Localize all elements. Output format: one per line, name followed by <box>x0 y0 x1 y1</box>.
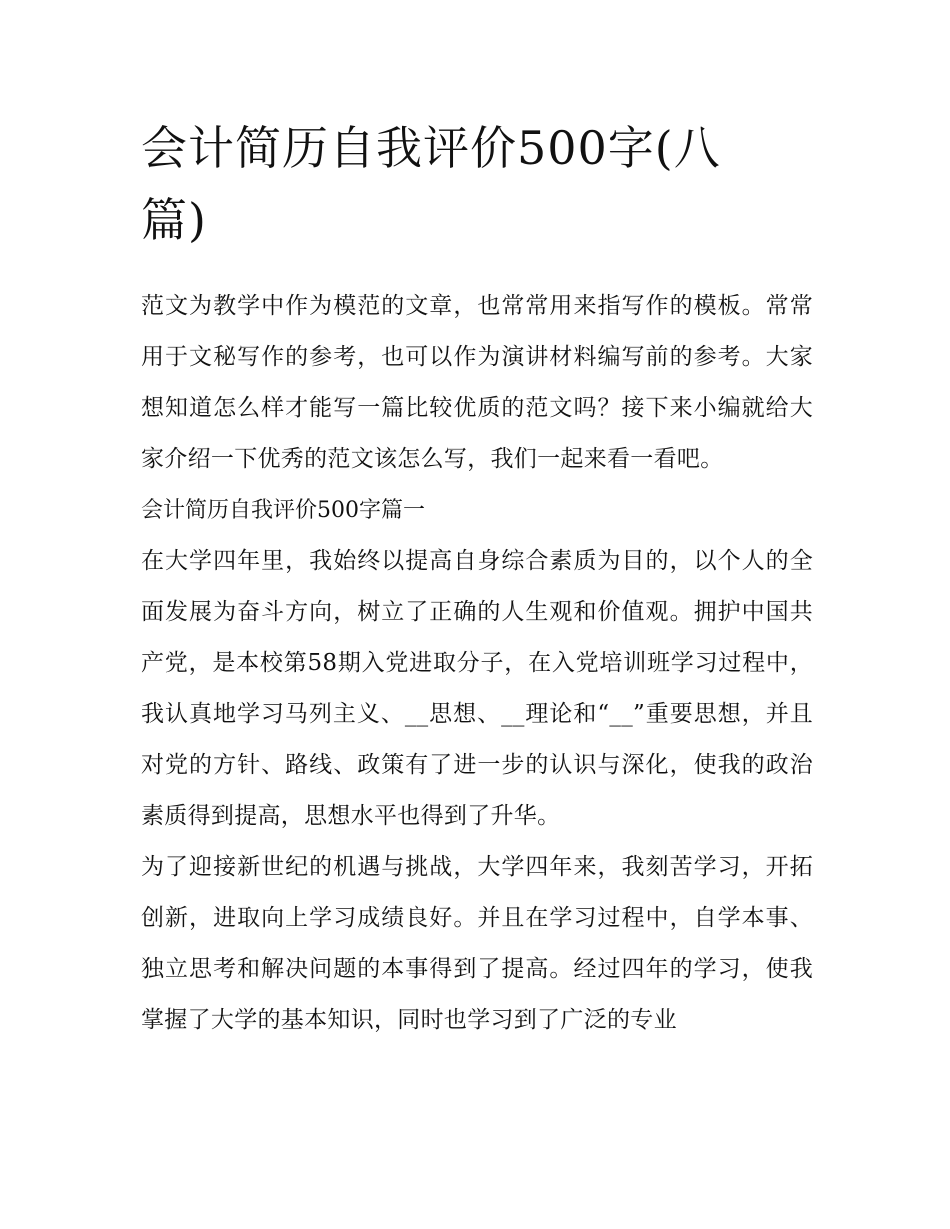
section-heading: 会计简历自我评价500字篇一 <box>141 498 425 523</box>
body-paragraph-1: 在大学四年里，我始终以提高自身综合素质为目的，以个人的全面发展为奋斗方向，树立了正确的人生观和价值观。拥护中国共产党，是本校第58期入党进取分子，在入党培训班学习过程中，我认真地学习马列主义、__思想、__理论和“__”重要思想，并且对党的方针、路线、政策有了进一步的认识与深化，使我的政治素质得到提高，思想水平也得到了升华。 <box>141 548 813 829</box>
document-body <box>141 112 813 1046</box>
document-title: 会计简历自我评价500字(八篇) <box>141 121 721 247</box>
body-paragraph-2: 为了迎接新世纪的机遇与挑战，大学四年来，我刻苦学习，开拓创新，进取向上学习成绩良好。并且在学习过程中，自学本事、独立思考和解决问题的本事得到了提高。经过四年的学习，使我掌握了大学的基本知识，同时也学习到了广泛的专业 <box>141 854 813 1033</box>
intro-paragraph: 范文为教学中作为模范的文章，也常常用来指写作的模板。常常用于文秘写作的参考，也可以作为演讲材料编写前的参考。大家想知道怎么样才能写一篇比较优质的范文吗？接下来小编就给大家介绍一下优秀的范文该怎么写，我们一起来看一看吧。 <box>141 293 813 472</box>
